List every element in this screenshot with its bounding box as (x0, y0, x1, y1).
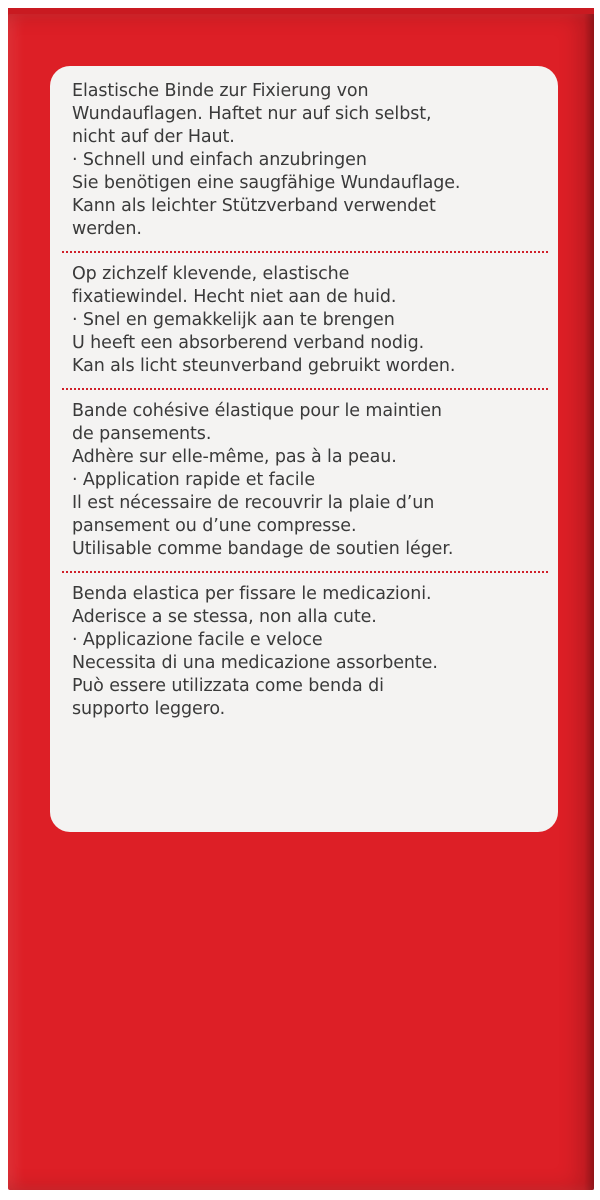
text-line: pansement ou d’une compresse. (72, 516, 357, 536)
text-line: Utilisable comme bandage de soutien léger. (72, 539, 454, 559)
text-line: de pansements. (72, 424, 212, 444)
text-line: Il est nécessaire de recouvrir la plaie d’un (72, 493, 435, 513)
text-line: Op zichzelf klevende, elastische (72, 264, 350, 284)
dotted-separator (62, 251, 548, 253)
text-line: · Applicazione facile e veloce (72, 630, 323, 650)
text-line: Wundauflagen. Haftet nur auf sich selbst, (72, 104, 432, 124)
text-line: Bande cohésive élastique pour le maintien (72, 401, 442, 421)
text-line: U heeft een absorberend verband nodig. (72, 333, 425, 353)
text-line: supporto leggero. (72, 699, 226, 719)
text-line: Può essere utilizzata come benda di (72, 676, 384, 696)
text-line: Kann als leichter Stützverband verwendet (72, 196, 436, 216)
text-line: Aderisce a se stessa, non alla cute. (72, 607, 377, 627)
dotted-separator (62, 388, 548, 390)
section-dutch (72, 259, 542, 384)
text-line: · Snel en gemakkelijk aan te brengen (72, 310, 395, 330)
text-line: fixatiewindel. Hecht niet aan de huid. (72, 287, 397, 307)
text-line: werden. (72, 219, 142, 239)
text-line: Adhère sur elle-même, pas à la peau. (72, 447, 397, 467)
box-side-shadow (584, 14, 594, 1190)
text-line: · Application rapide et facile (72, 470, 315, 490)
text-line: · Schnell und einfach anzubringen (72, 150, 367, 170)
section-french (72, 396, 542, 567)
text-line: Sie benötigen eine saugfähige Wundauflage. (72, 173, 461, 193)
text-line: Necessita di una medicazione assorbente. (72, 653, 438, 673)
dotted-separator (62, 571, 548, 573)
instruction-panel (50, 66, 558, 832)
text-line: Kan als licht steunverband gebruikt worden. (72, 356, 456, 376)
section-german (72, 76, 542, 247)
section-italian (72, 579, 542, 727)
text-line: nicht auf der Haut. (72, 127, 235, 147)
text-line: Elastische Binde zur Fixierung von (72, 81, 369, 101)
text-line: Benda elastica per fissare le medicazioni. (72, 584, 432, 604)
